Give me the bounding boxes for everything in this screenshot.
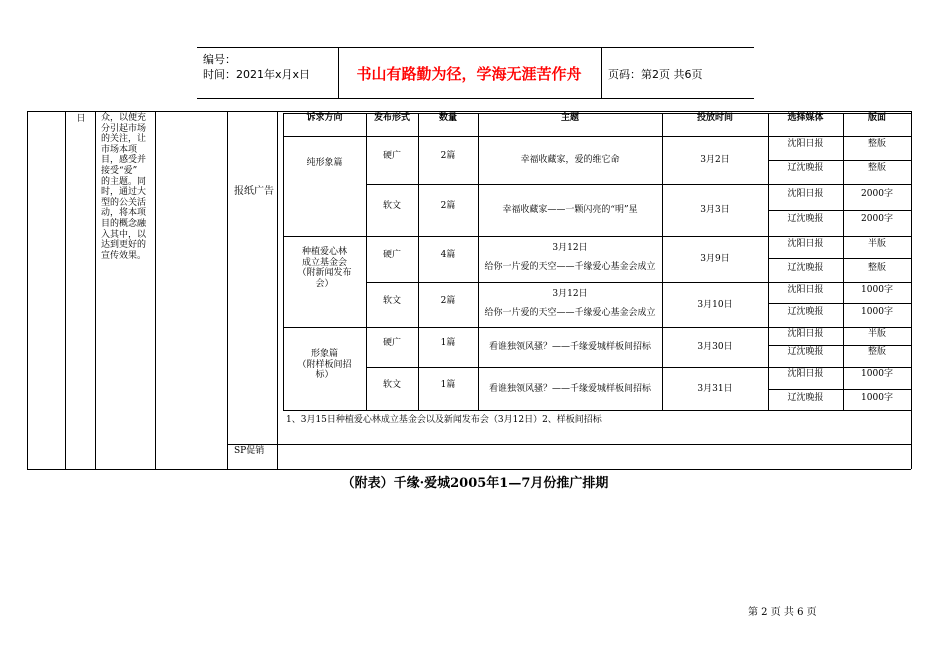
release-date: 3月30日: [697, 342, 733, 352]
description-line: 宣传效果。: [101, 250, 147, 261]
theme: 3月12日: [552, 243, 588, 253]
page-size: 2000字: [861, 214, 893, 224]
release-date: 3月2日: [700, 155, 730, 165]
header-motto: 书山有路勤为径，学海无涯苦作舟: [356, 64, 582, 83]
table-caption: （附表）千缘·爱城2005年1—7月份推广排期: [341, 476, 609, 491]
table-note: 1、3月15日种植爱心林成立基金会以及新闻发布会（3月12日）2、样板间招标: [286, 415, 602, 425]
table-rule: [227, 444, 911, 445]
table-rule: [768, 258, 911, 259]
direction-label: 标）: [315, 370, 334, 380]
column-header: 主题: [560, 113, 579, 123]
description-line: 的关注，让: [101, 134, 147, 145]
table-rule: [768, 113, 769, 410]
table-rule: [366, 282, 911, 283]
media-name: 辽沈晚报: [787, 263, 824, 273]
publish-form: 软文: [382, 379, 401, 390]
media-name: 沈阳日报: [787, 189, 824, 199]
description-line: 目的概念融: [101, 219, 147, 229]
table-rule: [227, 111, 228, 469]
description-line: 型的公关活: [101, 197, 147, 208]
quantity: 4篇: [440, 250, 456, 260]
theme: 看谁独领风骚？——千缘爱城样板间招标: [488, 342, 651, 352]
column-header: 数量: [438, 113, 457, 123]
description-line: 分引起市场: [101, 123, 147, 134]
column-header: 发布形式: [373, 113, 410, 123]
page-size: 1000字: [861, 393, 893, 403]
column-header: 选择媒体: [787, 113, 824, 123]
page-footer: 第 2 页 共 6 页: [748, 607, 817, 618]
media-name: 辽沈晚报: [787, 163, 824, 173]
direction-label: 会）: [315, 278, 334, 289]
quantity: 2篇: [440, 201, 456, 211]
page-size: 2000字: [861, 189, 893, 199]
release-date: 3月3日: [700, 205, 730, 215]
description-line: 的主题。同: [101, 176, 147, 187]
page-size: 整版: [867, 139, 886, 149]
media-name: 沈阳日报: [787, 285, 824, 295]
media-name: 沈阳日报: [787, 329, 824, 339]
page-size: 半版: [867, 329, 886, 339]
theme: 给你一片爱的天空——千缘爱心基金会成立: [484, 307, 656, 318]
quantity: 1篇: [440, 379, 456, 390]
page-size: 整版: [867, 263, 886, 273]
header-meta: [203, 52, 310, 82]
table-rule: [155, 111, 156, 469]
page-size: 整版: [867, 163, 886, 173]
quantity: 2篇: [440, 151, 456, 161]
media-name: 辽沈晚报: [787, 393, 824, 403]
column-header: 投放时间: [696, 113, 733, 123]
time-label: 时间：2021年x月x日: [203, 68, 311, 81]
publish-form: 软文: [382, 201, 401, 211]
theme: 幸福收藏家——一颗闪亮的“明”星: [502, 205, 638, 215]
table-rule: [768, 345, 911, 346]
direction-label: （附新闻发布: [297, 268, 352, 278]
table-rule: [366, 367, 911, 368]
table-rule: [95, 111, 96, 469]
page-size: 1000字: [861, 285, 893, 295]
publish-form: 硬广: [382, 250, 401, 260]
publish-form: 硬广: [382, 151, 401, 161]
quantity: 2篇: [440, 295, 456, 306]
release-date: 3月9日: [700, 254, 730, 264]
direction-label: （附样板间招: [297, 359, 352, 370]
table-rule: [283, 236, 911, 237]
direction-label: 成立基金会: [301, 257, 347, 268]
table-rule: [843, 113, 844, 410]
table-rule: [27, 111, 911, 112]
column-header: 诉求方向: [306, 113, 343, 123]
direction-label: 形象篇: [310, 349, 338, 359]
direction-label: 纯形象篇: [306, 158, 343, 168]
table-rule: [911, 111, 912, 469]
table-rule: [65, 111, 66, 469]
media-name: 辽沈晚报: [787, 307, 824, 317]
release-date: 3月31日: [697, 383, 733, 394]
table-rule: [283, 136, 911, 137]
header-divider: [601, 48, 602, 98]
day-cell: 日: [76, 114, 86, 124]
description-line: 时，通过大: [101, 187, 147, 198]
page-size: 1000字: [861, 369, 893, 379]
publish-form: 软文: [382, 295, 401, 306]
table-rule: [768, 303, 911, 304]
media-name: 沈阳日报: [787, 239, 824, 249]
table-rule: [283, 327, 911, 328]
table-rule: [27, 469, 911, 470]
column-header: 版面: [867, 113, 886, 123]
table-rule: [768, 210, 911, 211]
description-line: 动，将本项: [101, 208, 147, 219]
theme: 3月12日: [552, 288, 588, 299]
page-size: 整版: [867, 347, 886, 357]
theme: 幸福收藏家，爱的维它命: [520, 155, 620, 165]
theme: 看谁独领风骚？——千缘爱城样板间招标: [488, 383, 651, 394]
table-rule: [27, 111, 28, 469]
newspaper-ad-label: 报纸广告: [234, 186, 274, 197]
table-rule: [283, 410, 911, 411]
media-name: 沈阳日报: [787, 139, 824, 149]
page-label: 页码：第2页 共6页: [608, 68, 703, 81]
sp-promotion-label: SP促销: [234, 446, 265, 456]
number-label: 编号：: [203, 53, 236, 66]
description-line: 市场本项: [101, 144, 138, 155]
theme: 给你一片爱的天空——千缘爱心基金会成立: [484, 262, 656, 272]
table-rule: [277, 111, 278, 469]
table-rule: [768, 389, 911, 390]
media-name: 沈阳日报: [787, 369, 824, 379]
description-line: 达到更好的: [101, 240, 147, 251]
media-name: 辽沈晚报: [787, 347, 824, 357]
description-line: 众，以便充: [101, 113, 147, 123]
quantity: 1篇: [440, 338, 456, 348]
description-line: 目，感受并: [101, 155, 147, 166]
description-line: 接受“爱”: [101, 166, 138, 176]
page-size: 半版: [867, 239, 886, 249]
direction-label: 种植爱心林: [301, 247, 347, 257]
release-date: 3月10日: [697, 299, 733, 310]
media-name: 辽沈晚报: [787, 214, 824, 224]
publish-form: 硬广: [382, 338, 401, 348]
document-header: [197, 47, 754, 99]
description-line: 入其中，以: [101, 229, 147, 240]
table-rule: [366, 184, 911, 185]
table-rule: [768, 160, 911, 161]
page-size: 1000字: [861, 307, 893, 317]
